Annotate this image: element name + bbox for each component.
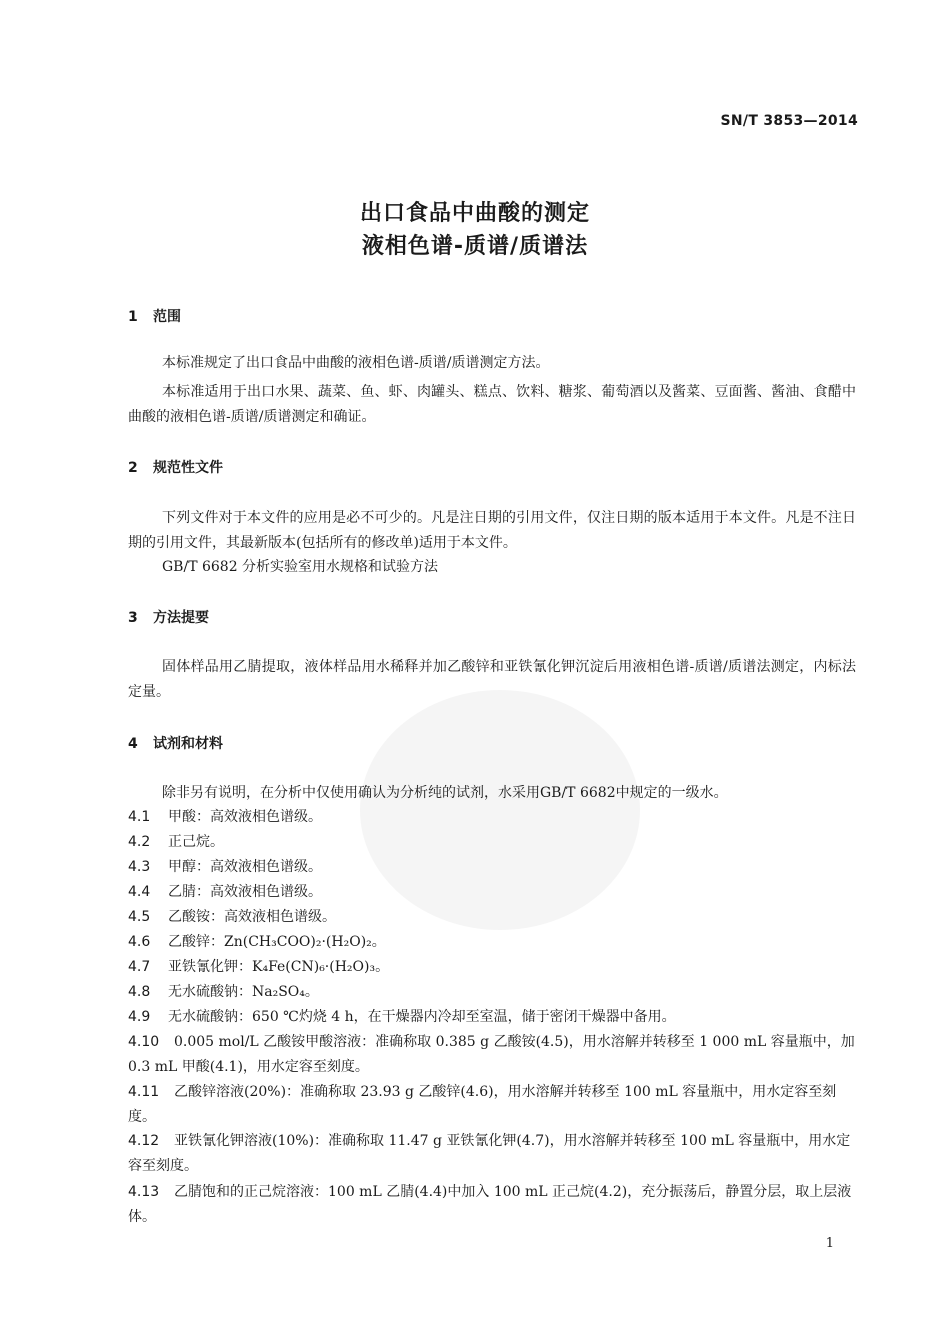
list-item bbox=[128, 1080, 856, 1130]
list-item bbox=[128, 1129, 856, 1179]
item-text: 亚铁氰化钾溶液(10%)：准确称取 11.47 g 亚铁氰化钾(4.7)，用水溶解并转移至 100 mL 容量瓶中，用水定容至刻度。 bbox=[128, 1133, 851, 1174]
section-number: 4 bbox=[128, 736, 138, 752]
list-item bbox=[128, 805, 856, 830]
section-4-heading bbox=[128, 733, 223, 753]
item-number: 4.12 bbox=[128, 1133, 160, 1149]
item-number: 4.1 bbox=[128, 809, 151, 825]
item-text: 甲醇：高效液相色谱级。 bbox=[168, 859, 322, 875]
item-number: 4.9 bbox=[128, 1009, 151, 1025]
item-text: 乙酸锌溶液(20%)：准确称取 23.93 g 乙酸锌(4.6)，用水溶解并转移至 100 mL 容量瓶中，用水定容至刻度。 bbox=[128, 1084, 837, 1125]
list-item bbox=[128, 855, 856, 880]
list-item bbox=[128, 980, 856, 1005]
section-3-paragraph-1: 固体样品用乙腈提取，液体样品用水稀释并加乙酸锌和亚铁氰化钾沉淀后用液相色谱-质谱/质谱法测定，内标法定量。 bbox=[128, 659, 856, 700]
section-1-heading bbox=[128, 306, 181, 326]
document-title-line1: 出口食品中曲酸的测定 bbox=[359, 201, 590, 226]
section-4-paragraph-1: 除非另有说明，在分析中仅使用确认为分析纯的试剂，水采用GB/T 6682中规定的一级水。 bbox=[162, 785, 728, 801]
item-number: 4.11 bbox=[128, 1084, 160, 1100]
list-item bbox=[128, 830, 856, 855]
section-number: 2 bbox=[128, 460, 138, 476]
item-text: 无水硫酸钠：Na₂SO₄。 bbox=[168, 984, 319, 1000]
item-text: 乙腈：高效液相色谱级。 bbox=[168, 884, 322, 900]
list-item bbox=[128, 880, 856, 905]
section-title: 试剂和材料 bbox=[153, 736, 223, 752]
item-number: 4.7 bbox=[128, 959, 151, 975]
list-item bbox=[128, 1030, 856, 1080]
section-2-paragraph-1: 下列文件对于本文件的应用是必不可少的。凡是注日期的引用文件，仅注日期的版本适用于本文件。凡是不注日期的引用文件，其最新版本(包括所有的修改单)适用于本文件。 bbox=[128, 510, 856, 551]
standard-code: SN/T 3853—2014 bbox=[720, 113, 858, 129]
section-title: 规范性文件 bbox=[153, 460, 223, 476]
item-number: 4.5 bbox=[128, 909, 151, 925]
item-text: 乙腈饱和的正己烷溶液：100 mL 乙腈(4.4)中加入 100 mL 正己烷(4.2)，充分振荡后，静置分层，取上层液体。 bbox=[128, 1184, 852, 1225]
list-item bbox=[128, 1005, 856, 1030]
section-number: 3 bbox=[128, 610, 138, 626]
section-1-paragraph-2: 本标准适用于出口水果、蔬菜、鱼、虾、肉罐头、糕点、饮料、糖浆、葡萄酒以及酱菜、豆面酱、酱油、食醋中曲酸的液相色谱-质谱/质谱测定和确证。 bbox=[128, 384, 856, 425]
item-text: 乙酸铵：高效液相色谱级。 bbox=[168, 909, 336, 925]
section-3-heading bbox=[128, 607, 209, 627]
list-item bbox=[128, 905, 856, 930]
section-number: 1 bbox=[128, 309, 138, 325]
page-number: 1 bbox=[825, 1236, 834, 1251]
item-text: 正己烷。 bbox=[168, 834, 224, 850]
item-text: 亚铁氰化钾：K₄Fe(CN)₆·(H₂O)₃。 bbox=[168, 959, 390, 975]
item-number: 4.6 bbox=[128, 934, 151, 950]
item-number: 4.2 bbox=[128, 834, 151, 850]
item-number: 4.3 bbox=[128, 859, 151, 875]
section-title: 方法提要 bbox=[153, 610, 209, 626]
item-text: 无水硫酸钠：650 ℃灼烧 4 h，在干燥器内冷却至室温，储于密闭干燥器中备用。 bbox=[168, 1009, 676, 1025]
item-number: 4.10 bbox=[128, 1034, 160, 1050]
item-text: 甲酸：高效液相色谱级。 bbox=[168, 809, 322, 825]
section-1-paragraph-1: 本标准规定了出口食品中曲酸的液相色谱-质谱/质谱测定方法。 bbox=[162, 355, 550, 371]
item-number: 4.8 bbox=[128, 984, 151, 1000]
section-2-reference: GB/T 6682 分析实验室用水规格和试验方法 bbox=[162, 559, 439, 575]
document-title-line2: 液相色谱-质谱/质谱法 bbox=[361, 234, 589, 259]
list-item bbox=[128, 930, 856, 955]
item-text: 乙酸锌：Zn(CH₃COO)₂·(H₂O)₂。 bbox=[168, 934, 386, 950]
list-item bbox=[128, 955, 856, 980]
section-2-heading bbox=[128, 457, 223, 477]
item-number: 4.13 bbox=[128, 1184, 160, 1200]
item-number: 4.4 bbox=[128, 884, 151, 900]
list-item bbox=[128, 1180, 856, 1230]
item-text: 0.005 mol/L 乙酸铵甲酸溶液：准确称取 0.385 g 乙酸铵(4.5)，用水溶解并转移至 1 000 mL 容量瓶中，加 0.3 mL 甲酸(4.1)，用水定容至刻度。 bbox=[128, 1034, 855, 1075]
section-title: 范围 bbox=[153, 309, 181, 325]
